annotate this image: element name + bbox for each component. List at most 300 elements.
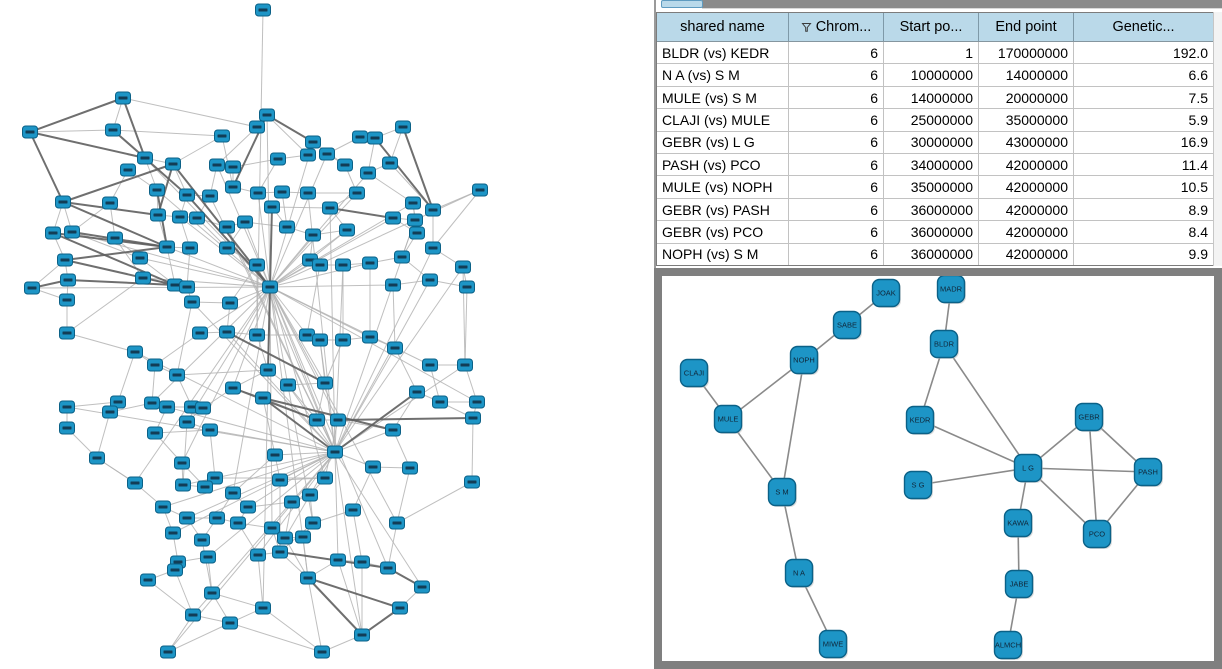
table-cell: MULE (vs) S M [657, 87, 789, 108]
node-label [229, 186, 238, 189]
column-header-label: Genetic... [1112, 19, 1175, 35]
table-row[interactable] [657, 221, 1213, 243]
node-label [271, 454, 280, 457]
table-cell: 30000000 [884, 132, 979, 153]
node-label [201, 486, 210, 489]
node-label [323, 153, 332, 156]
node-label [229, 492, 238, 495]
node-label [321, 477, 330, 480]
table-row[interactable] [657, 109, 1213, 131]
node-label [169, 532, 178, 535]
table-row[interactable] [657, 132, 1213, 154]
node-label: S G [911, 480, 925, 490]
node-label [463, 286, 472, 289]
node-label [339, 264, 348, 267]
node-label [218, 135, 227, 138]
table-row[interactable] [657, 244, 1213, 265]
hscrollbar-thumb[interactable] [661, 0, 703, 8]
network-edge [472, 418, 473, 482]
node-label [151, 432, 160, 435]
node-label [276, 551, 285, 554]
column-header-3[interactable] [979, 13, 1074, 41]
node-label [429, 209, 438, 212]
network-edge [918, 468, 1028, 485]
table-cell: 6.6 [1188, 67, 1208, 84]
node-label [136, 257, 145, 260]
node-label [254, 554, 263, 557]
node-label [436, 401, 445, 404]
node-label [186, 247, 195, 250]
node-label [399, 126, 408, 129]
network-edge [353, 510, 362, 562]
network-edge [167, 407, 335, 452]
node-label [196, 332, 205, 335]
node-label [303, 334, 312, 337]
subnetwork-canvas[interactable] [662, 276, 1214, 661]
node-label [226, 622, 235, 625]
node-label [413, 391, 422, 394]
node-label [213, 164, 222, 167]
node-label [393, 522, 402, 525]
table-cell: 6 [789, 154, 884, 175]
node-label [174, 561, 183, 564]
network-edge [1089, 417, 1097, 534]
network-edge [230, 623, 322, 652]
node-label [198, 539, 207, 542]
network-edge [335, 452, 362, 635]
network-edge [187, 195, 270, 287]
node-label [418, 586, 427, 589]
node-label [268, 527, 277, 530]
table-cell: 35000000 [979, 109, 1074, 130]
node-label [274, 158, 283, 161]
column-header-label: shared name [680, 19, 765, 35]
node-label [119, 97, 128, 100]
table-cell: BLDR (vs) KEDR [657, 42, 789, 63]
table-vscrollbar[interactable] [1213, 12, 1222, 266]
node-label [304, 192, 313, 195]
node-label [384, 567, 393, 570]
node-label [131, 482, 140, 485]
node-label [234, 522, 243, 525]
node-label [106, 411, 115, 414]
table-cell: 42000000 [979, 176, 1074, 197]
table-cell: 6 [789, 176, 884, 197]
table-cell: 7.5 [1188, 89, 1208, 106]
node-label [68, 231, 77, 234]
node-label [211, 477, 220, 480]
filter-funnel-icon [801, 22, 812, 33]
network-edge [335, 280, 430, 452]
table-cell: NOPH (vs) S M [657, 244, 789, 265]
node-label [334, 419, 343, 422]
node-label [141, 157, 150, 160]
node-label [413, 232, 422, 235]
node-label [316, 339, 325, 342]
table-cell: 42000000 [979, 154, 1074, 175]
node-label [206, 429, 215, 432]
network-edge [30, 130, 113, 132]
node-label [176, 216, 185, 219]
node-label [154, 214, 163, 217]
node-label [398, 256, 407, 259]
node-label: KEDR [909, 415, 931, 425]
node-label [163, 406, 172, 409]
network-edge [30, 132, 63, 202]
network-edge [393, 285, 395, 348]
node-label [229, 166, 238, 169]
network-edge [97, 412, 110, 458]
node-label [339, 339, 348, 342]
node-label [63, 299, 72, 302]
node-label [276, 479, 285, 482]
network-edge [1028, 468, 1148, 472]
node-label [283, 226, 292, 229]
node-label [223, 331, 232, 334]
node-label [189, 614, 198, 617]
subnetwork-svg[interactable] [662, 276, 1214, 661]
table-cell: 170000000 [979, 42, 1074, 63]
node-label [151, 364, 160, 367]
node-label: S M [775, 487, 789, 497]
node-label: SABE [836, 320, 858, 330]
node-label [131, 351, 140, 354]
node-label: PCO [1088, 529, 1106, 539]
node-label [288, 501, 297, 504]
table-cell: 6 [789, 199, 884, 220]
table-hscrollbar[interactable] [656, 0, 1222, 11]
table-cell: 6 [789, 42, 884, 63]
node-label [178, 462, 187, 465]
node-label [171, 569, 180, 572]
node-label [318, 651, 327, 654]
node-label [468, 481, 477, 484]
column-header-2[interactable] [884, 13, 979, 41]
table-cell: PASH (vs) PCO [657, 154, 789, 175]
node-label [183, 421, 192, 424]
table-cell: 42000000 [979, 221, 1074, 242]
node-label: ALMCH [994, 640, 1022, 650]
node-label [183, 286, 192, 289]
node-label [266, 286, 275, 289]
network-edge [395, 348, 417, 392]
table-cell: 36000000 [884, 244, 979, 265]
node-label [93, 457, 102, 460]
node-label [59, 201, 68, 204]
node-label [356, 136, 365, 139]
network-edge [118, 352, 135, 402]
column-header-label: Start po... [899, 19, 963, 35]
network-edge [270, 190, 480, 287]
node-label [299, 536, 308, 539]
table-header-row [657, 13, 1213, 42]
node-label [476, 189, 485, 192]
table-cell: 43000000 [979, 132, 1074, 153]
node-label [304, 154, 313, 157]
table-cell: GEBR (vs) PASH [657, 199, 789, 220]
node-label [281, 537, 290, 540]
network-edge [375, 138, 433, 210]
network-edge [157, 190, 270, 287]
node-label [139, 277, 148, 280]
node-label [223, 247, 232, 250]
node-label: GEBR [1078, 412, 1100, 422]
table-cell: 5.9 [1188, 111, 1208, 128]
table-cell: MULE (vs) NOPH [657, 176, 789, 197]
node-label [183, 194, 192, 197]
node-label [371, 137, 380, 140]
node-label: JABE [1009, 579, 1029, 589]
node-label [364, 172, 373, 175]
table-cell: 9.9 [1188, 246, 1208, 263]
node-label: BLDR [933, 339, 955, 349]
network-edge [782, 360, 804, 492]
node-label [63, 406, 72, 409]
network-edge [307, 265, 320, 335]
table-cell: 8.4 [1188, 223, 1208, 240]
network-edge [155, 430, 210, 433]
table-cell: 10.5 [1180, 179, 1208, 196]
table-cell: 1 [884, 42, 979, 63]
subnetwork-panel [654, 268, 1222, 669]
node-label [259, 607, 268, 610]
node-label [469, 417, 478, 420]
network-edge [263, 608, 322, 652]
table-row[interactable] [657, 154, 1213, 176]
table-cell: 35000000 [884, 176, 979, 197]
node-label [63, 427, 72, 430]
node-label [263, 114, 272, 117]
table-cell: 6 [789, 109, 884, 130]
node-label [171, 284, 180, 287]
node-label [386, 162, 395, 165]
table-cell: CLAJI (vs) MULE [657, 109, 789, 130]
edge-attribute-table [656, 12, 1214, 266]
node-label [366, 262, 375, 265]
table-cell: GEBR (vs) PCO [657, 221, 789, 242]
node-label [226, 302, 235, 305]
node-label [169, 163, 178, 166]
node-label [343, 229, 352, 232]
node-label [331, 451, 340, 454]
node-label [268, 206, 277, 209]
table-cell: 42000000 [979, 244, 1074, 265]
network-edge [268, 287, 270, 370]
node-label [204, 556, 213, 559]
node-label [411, 219, 420, 222]
node-label [406, 467, 415, 470]
network-edge [177, 302, 192, 375]
node-label [148, 402, 157, 405]
table-row[interactable] [657, 87, 1213, 109]
node-label [63, 332, 72, 335]
table-cell: 36000000 [884, 221, 979, 242]
node-label: MADR [939, 284, 963, 294]
node-label [144, 579, 153, 582]
node-label: KAWA [1007, 518, 1029, 528]
node-label [213, 517, 222, 520]
node-label [396, 607, 405, 610]
node-label [193, 217, 202, 220]
network-edge [433, 190, 480, 248]
network-edge [135, 287, 270, 483]
column-header-label: End point [995, 19, 1057, 35]
node-label [473, 401, 482, 404]
node-label [349, 509, 358, 512]
table-cell: 16.9 [1180, 134, 1208, 151]
column-header-1[interactable] [789, 13, 884, 41]
node-label [409, 202, 418, 205]
table-row[interactable] [657, 176, 1213, 198]
network-edge [210, 430, 215, 478]
node-label [111, 237, 120, 240]
table-row[interactable] [657, 199, 1213, 221]
hscrollbar-track[interactable] [702, 0, 1222, 9]
node-label [26, 131, 35, 134]
node-label: JOAK [876, 288, 896, 298]
column-header-4[interactable] [1074, 13, 1213, 41]
table-cell: 11.4 [1181, 156, 1208, 173]
node-label [461, 364, 470, 367]
table-cell: GEBR (vs) L G [657, 132, 789, 153]
table-cell: 10000000 [884, 64, 979, 85]
node-label [61, 259, 70, 262]
table-row[interactable] [657, 42, 1213, 64]
node-label [264, 369, 273, 372]
node-label [313, 419, 322, 422]
table-cell: 36000000 [884, 199, 979, 220]
node-label [353, 192, 362, 195]
node-label [253, 126, 262, 129]
network-edge [330, 208, 393, 218]
node-label [358, 561, 367, 564]
table-cell: 6 [789, 221, 884, 242]
node-label [389, 284, 398, 287]
node-label [173, 374, 182, 377]
node-label [259, 397, 268, 400]
node-label [164, 651, 173, 654]
table-cell: N A (vs) S M [657, 64, 789, 85]
column-header-label: Chrom... [815, 19, 872, 35]
network-edge [270, 207, 272, 287]
node-label [326, 207, 335, 210]
node-label [259, 9, 268, 12]
network-edge [465, 287, 467, 365]
node-label: NOPH [793, 355, 815, 365]
network-edge [123, 98, 257, 127]
node-label [334, 559, 343, 562]
node-label [278, 191, 287, 194]
network-edge [308, 578, 322, 652]
node-label: N A [792, 568, 806, 578]
network-edge [67, 278, 143, 333]
node-label: CLAJI [683, 368, 705, 378]
network-edge [30, 132, 145, 158]
node-label [429, 247, 438, 250]
node-label [244, 506, 253, 509]
network-edge [258, 555, 263, 608]
node-label [389, 429, 398, 432]
node-label [223, 226, 232, 229]
table-row[interactable] [657, 64, 1213, 86]
network-edge [202, 540, 212, 593]
table-cell: 6 [789, 64, 884, 85]
node-label [389, 217, 398, 220]
node-label [316, 264, 325, 267]
node-label [304, 577, 313, 580]
table-cell: 14000000 [979, 64, 1074, 85]
table-cell: 6 [789, 244, 884, 265]
table-cell: 42000000 [979, 199, 1074, 220]
node-label [341, 164, 350, 167]
network-edge [113, 130, 222, 136]
table-cell: 6 [789, 132, 884, 153]
node-label [179, 484, 188, 487]
node-label [241, 221, 250, 224]
node-label [106, 202, 115, 205]
node-label [253, 334, 262, 337]
table-cell: 25000000 [884, 109, 979, 130]
node-label [358, 634, 367, 637]
table-cell: 34000000 [884, 154, 979, 175]
node-label: MIWE [822, 639, 844, 649]
network-edge [233, 388, 317, 420]
node-label [309, 141, 318, 144]
node-label: L G [1022, 463, 1034, 473]
node-label [206, 195, 215, 198]
node-label [459, 266, 468, 269]
node-label [163, 246, 172, 249]
node-label [153, 189, 162, 192]
table-cell: 20000000 [979, 87, 1074, 108]
table-cell: 192.0 [1172, 44, 1208, 61]
node-label [159, 506, 168, 509]
node-label [306, 494, 315, 497]
node-label [28, 287, 37, 290]
node-label [229, 387, 238, 390]
table-cell: 8.9 [1188, 201, 1208, 218]
node-label [64, 279, 73, 282]
node-label: PASH [1138, 467, 1158, 477]
table-cell: 6 [789, 87, 884, 108]
table-body [657, 42, 1213, 265]
node-label [309, 234, 318, 237]
network-edge [397, 468, 410, 523]
node-label [426, 364, 435, 367]
column-header-0[interactable] [657, 13, 789, 41]
node-label [284, 384, 293, 387]
node-label [114, 401, 123, 404]
node-label [309, 522, 318, 525]
network-edge [272, 207, 330, 208]
node-label [199, 407, 208, 410]
node-label [391, 347, 400, 350]
node-label [369, 466, 378, 469]
node-label [253, 264, 262, 267]
node-label [321, 382, 330, 385]
node-label [254, 192, 263, 195]
network-edge [335, 248, 433, 452]
network-edge [397, 482, 472, 523]
node-label [366, 336, 375, 339]
node-label [188, 301, 197, 304]
node-label: MULE [717, 414, 739, 424]
node-label [109, 129, 118, 132]
node-label [124, 169, 133, 172]
node-label [208, 592, 217, 595]
node-label [426, 279, 435, 282]
node-label [49, 232, 58, 235]
